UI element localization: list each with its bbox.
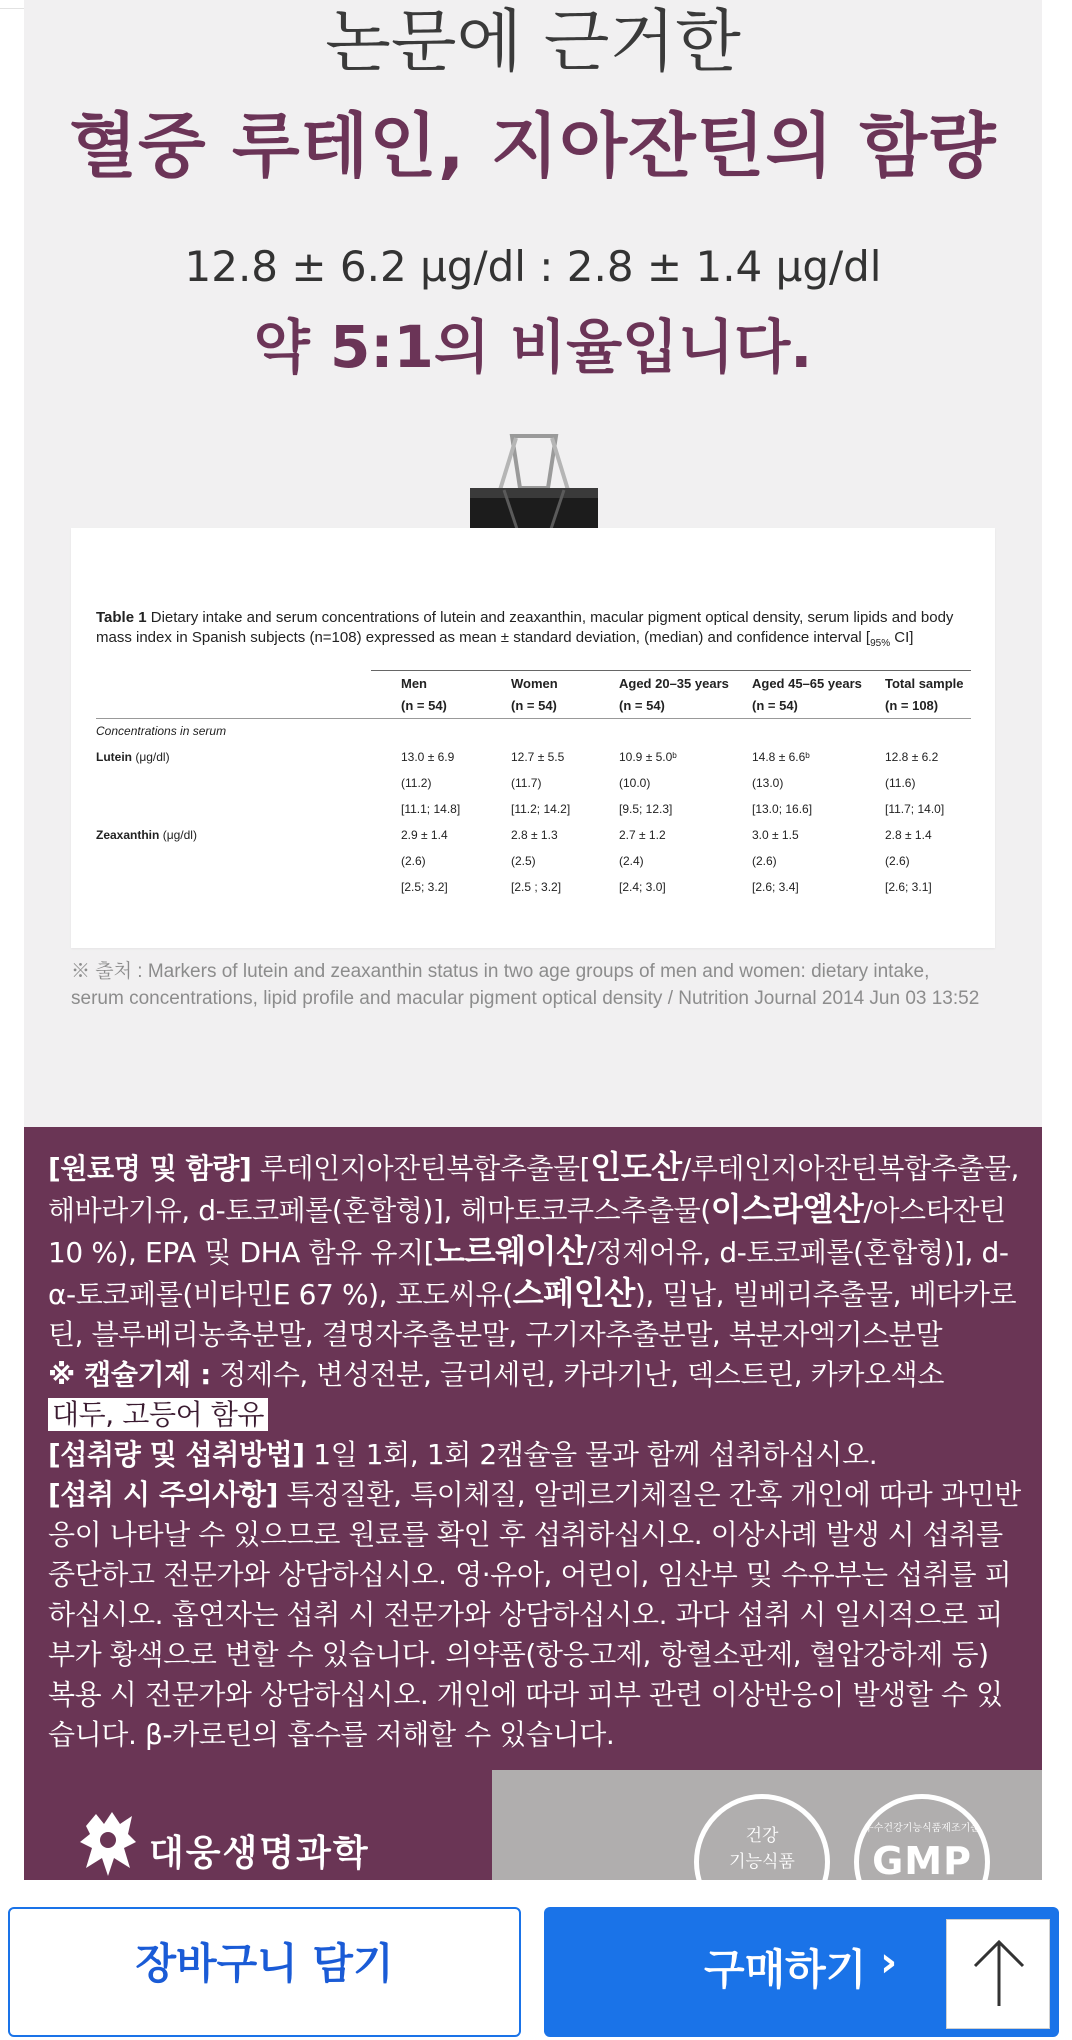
source-note: ※ 출처 : Markers of lutein and zeaxanthin status in two age groups of men and women: dietary intake, serum concentrations, lipid profile and macular pigment optical density / Nutrition Journal 2014 Jun 03 13:52 [71, 961, 980, 1009]
brand-name: 대웅생명과학 [149, 1833, 370, 1874]
col-header-men: Men [401, 676, 427, 691]
table-cell: [2.5 ; 3.2] [511, 880, 562, 894]
brand-logo-area [24, 1770, 492, 1880]
table-header-rule [96, 718, 971, 719]
col-header-women: Women [511, 676, 558, 691]
row-label-lutein: Lutein (μg/dl) [96, 750, 170, 764]
col-header-aged-20-35: Aged 20–35 years [619, 676, 729, 691]
buy-now-button[interactable] [544, 1907, 1059, 2037]
table-cell: 2.8 ± 1.4 [885, 828, 932, 842]
table-cell: 2.8 ± 1.3 [511, 828, 558, 842]
table-cell: 10.9 ± 5.0ᵇ [619, 750, 677, 764]
table-cell: 12.7 ± 5.5 [511, 750, 565, 764]
table-cell: (2.4) [619, 854, 644, 868]
hero-subtitle: 논문에 근거한 [325, 3, 741, 82]
gmp-badge: 우수건강기능식품제조기준 GMP [854, 1794, 990, 1930]
table-cell: (11.2) [401, 776, 432, 790]
table-cell: [2.4; 3.0] [619, 880, 666, 894]
ratio-text: 약 5:1의 비율입니다. [253, 313, 813, 381]
row-label-zeaxanthin: Zeaxanthin (μg/dl) [96, 828, 197, 842]
study-table-paper [71, 528, 995, 948]
table-cell: (2.6) [885, 854, 910, 868]
ratio-values: 12.8 ± 6.2 μg/dl : 2.8 ± 1.4 μg/dl [184, 242, 882, 291]
col-n-total: (n = 108) [885, 698, 939, 713]
hero-title: 혈중 루테인, 지아잔틴의 함량 [69, 105, 997, 187]
table-cell: (10.0) [619, 776, 651, 790]
allergen-line [48, 1395, 1023, 1435]
table-section-label: Concentrations in serum [96, 724, 227, 738]
table-cell: 3.0 ± 1.5 [752, 828, 799, 842]
table-cell: (2.6) [401, 854, 426, 868]
table-cell: 2.7 ± 1.2 [619, 828, 666, 842]
table-cell: [11.1; 14.8] [401, 802, 461, 816]
table-cell: [2.6; 3.4] [752, 880, 799, 894]
col-n-women: (n = 54) [511, 698, 557, 713]
arrow-up-icon [947, 1920, 1051, 2030]
table-cell: [9.5; 12.3] [619, 802, 673, 816]
certification-area [492, 1770, 1042, 1883]
caution-paragraph: [섭취 시 주의사항] 특정질환, 특이체질, 알레르기체질은 간혹 개인에 따라 과민반응이 나타날 수 있으므로 원료를 확인 후 섭취하십시오. 이상사례 발생 시 섭취를 중단하고 전문가와 상담하십시오. 영·유아, 어린이, 임산부 및 수유부는 섭취를 피하십시오. 흡연자는 섭취 시 전문가와 상담하십시오. 과다 섭취 시 일시적으로 피부가 황색으로 변할 수 있습니다. 의약품(항응고제, 항혈소판제, 혈압강하제 등) 복용 시 전문가와 상담하십시오. 개인에 따라 피부 관련 이상반응이 발생할 수 있습니다. β-카로틴의 흡수를 저해할 수 있습니다. [48, 1478, 1021, 1751]
table-cell: (2.6) [752, 854, 777, 868]
ingredients-section [24, 1127, 1042, 1883]
health-food-badge: 건강 기능식품 [694, 1794, 830, 1930]
col-n-aged-20-35: (n = 54) [619, 698, 665, 713]
ingredients-text [48, 1147, 1023, 1755]
col-n-aged-45-65: (n = 54) [752, 698, 798, 713]
capsule-base-paragraph: ※ 캡슐기제 : 정제수, 변성전분, 글리세린, 카라기난, 덱스트린, 카카오색소 [48, 1358, 944, 1391]
table-cell: [13.0; 16.6] [752, 802, 813, 816]
col-n-men: (n = 54) [401, 698, 447, 713]
add-to-cart-button[interactable]: 장바구니 담기 [8, 1907, 521, 2037]
table-cell: (13.0) [752, 776, 784, 790]
brand-emblem-icon [74, 1808, 144, 1880]
table-caption: Table 1 Dietary intake and serum concentrations of lutein and zeaxanthin, macular pigment optical density, serum lipids and body mass index in Spanish subjects (n=108) expressed as mean ± standard deviation, (median) and confidence interval [$_{95\%}$ CI] [96, 609, 954, 649]
intake-paragraph: [섭취량 및 섭취방법] 1일 1회, 1회 2캡슐을 물과 함께 섭취하십시오. [48, 1438, 878, 1471]
table-cell: (11.6) [885, 776, 916, 790]
raw-materials-paragraph: [원료명 및 함량] 루테인지아잔틴복합추출물[인도산/루테인지아잔틴복합추출물, 해바라기유, d-토코페롤(혼합형)], 헤마토코쿠스추출물(이스라엘산/아스타잔틴 10 %), EPA 및 DHA 함유 유지[노르웨이산/정제어유, d-토코페롤(혼합형)], d-α-토코페롤(비타민E 67 %), 포도씨유(스페인산), 밀납, 빌베리추출물, 베타카로틴, 블루베리농축분말, 결명자추출분말, 구기자추출분말, 복분자엑기스분말 [48, 1148, 1020, 1351]
buy-now-label: 구매하기 [704, 1945, 867, 1994]
col-header-aged-45-65: Aged 45–65 years [752, 676, 862, 691]
table-cell: 13.0 ± 6.9 [401, 750, 455, 764]
right-rail [1042, 0, 1072, 1880]
table-cell: [11.2; 14.2] [511, 802, 571, 816]
scroll-to-top-button[interactable] [946, 1919, 1050, 2029]
table-top-rule [371, 670, 971, 671]
table-cell: [11.7; 14.0] [885, 802, 945, 816]
table-cell: 14.8 ± 6.6ᵇ [752, 750, 810, 764]
allergen-highlight: 대두, 고등어 함유 [48, 1398, 268, 1431]
chevron-right-icon: › [880, 1937, 898, 1986]
table-cell: [2.6; 3.1] [885, 880, 932, 894]
table-cell: 2.9 ± 1.4 [401, 828, 448, 842]
table-cell: 12.8 ± 6.2 [885, 750, 939, 764]
table-cell: (2.5) [511, 854, 536, 868]
table-cell: (11.7) [511, 776, 542, 790]
col-header-total: Total sample [885, 676, 964, 691]
table-cell: [2.5; 3.2] [401, 880, 448, 894]
